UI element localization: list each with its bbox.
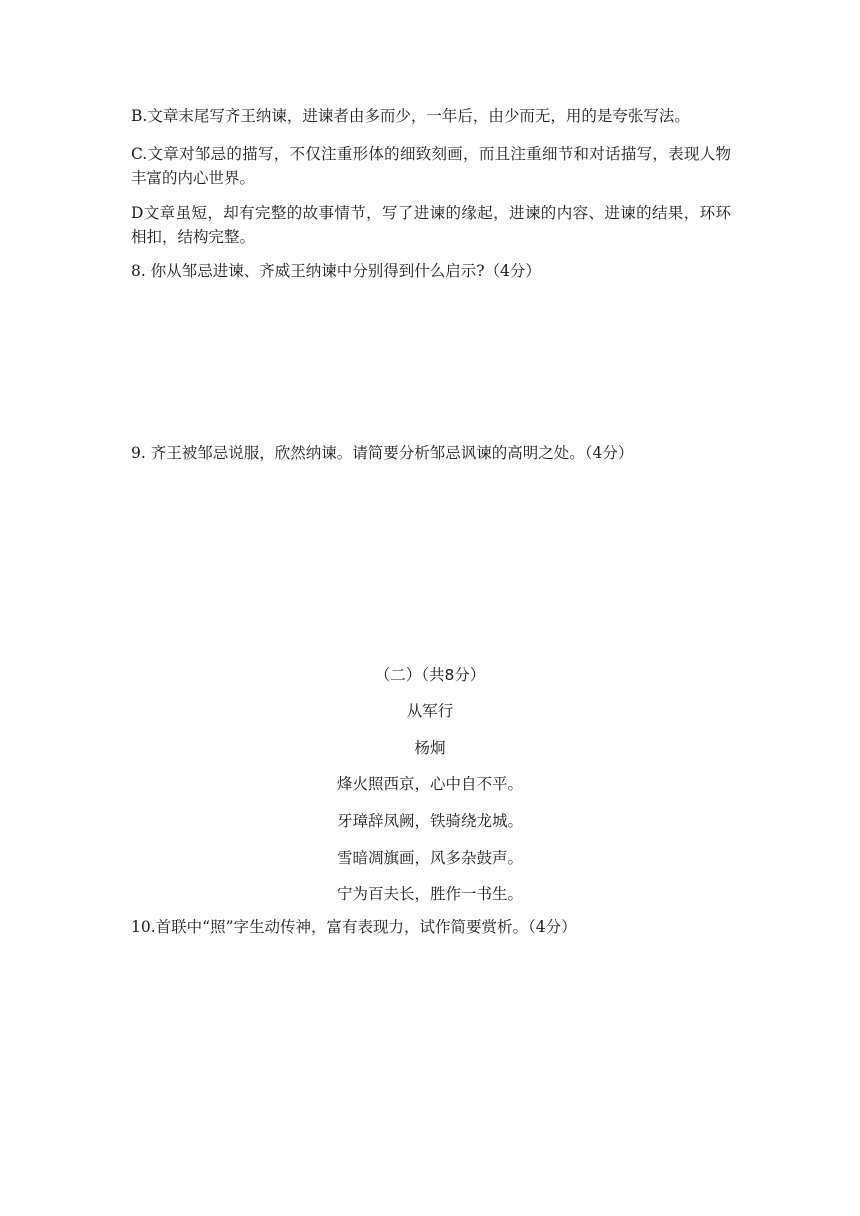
option-c-text: C.文章对邹忌的描写，不仅注重形体的细致刻画，而且注重细节和对话描写，表现人物丰富的内心世界。 — [131, 145, 731, 187]
answer-space-q9 — [131, 472, 731, 652]
answer-space-q8 — [131, 290, 731, 430]
option-d-text: D文章虽短，却有完整的故事情节，写了进谏的缘起，进谏的内容、进谏的结果，环环相扣，结构完整。 — [131, 204, 731, 246]
answer-space-q10 — [131, 946, 731, 1166]
question-9: 9. 齐王被邹忌说服，欣然纳谏。请简要分析邹忌讽谏的高明之处。（4分） — [131, 444, 634, 462]
poem-line-1: 烽火照西京，心中自不平。 — [336, 775, 523, 793]
poem-line-2: 牙璋辞凤阙，铁骑绕龙城。 — [336, 812, 523, 830]
poem-title: 从军行 — [406, 702, 454, 720]
poem-line-3: 雪暗凋旗画，风多杂鼓声。 — [336, 849, 523, 867]
option-b-text: B.文章末尾写齐王纳谏，进谏者由多而少，一年后，由少而无，用的是夸张写法。 — [131, 107, 690, 125]
poem-line-4: 宁为百夫长，胜作一书生。 — [336, 885, 523, 903]
question-10: 10.首联中“照”字生动传神，富有表现力，试作简要赏析。（4分） — [131, 918, 577, 936]
question-8: 8. 你从邹忌进谏、齐威王纳谏中分别得到什么启示?（4分） — [131, 262, 541, 280]
poem-author: 杨炯 — [414, 739, 446, 757]
section-header: （二）（共8分） — [374, 666, 486, 684]
